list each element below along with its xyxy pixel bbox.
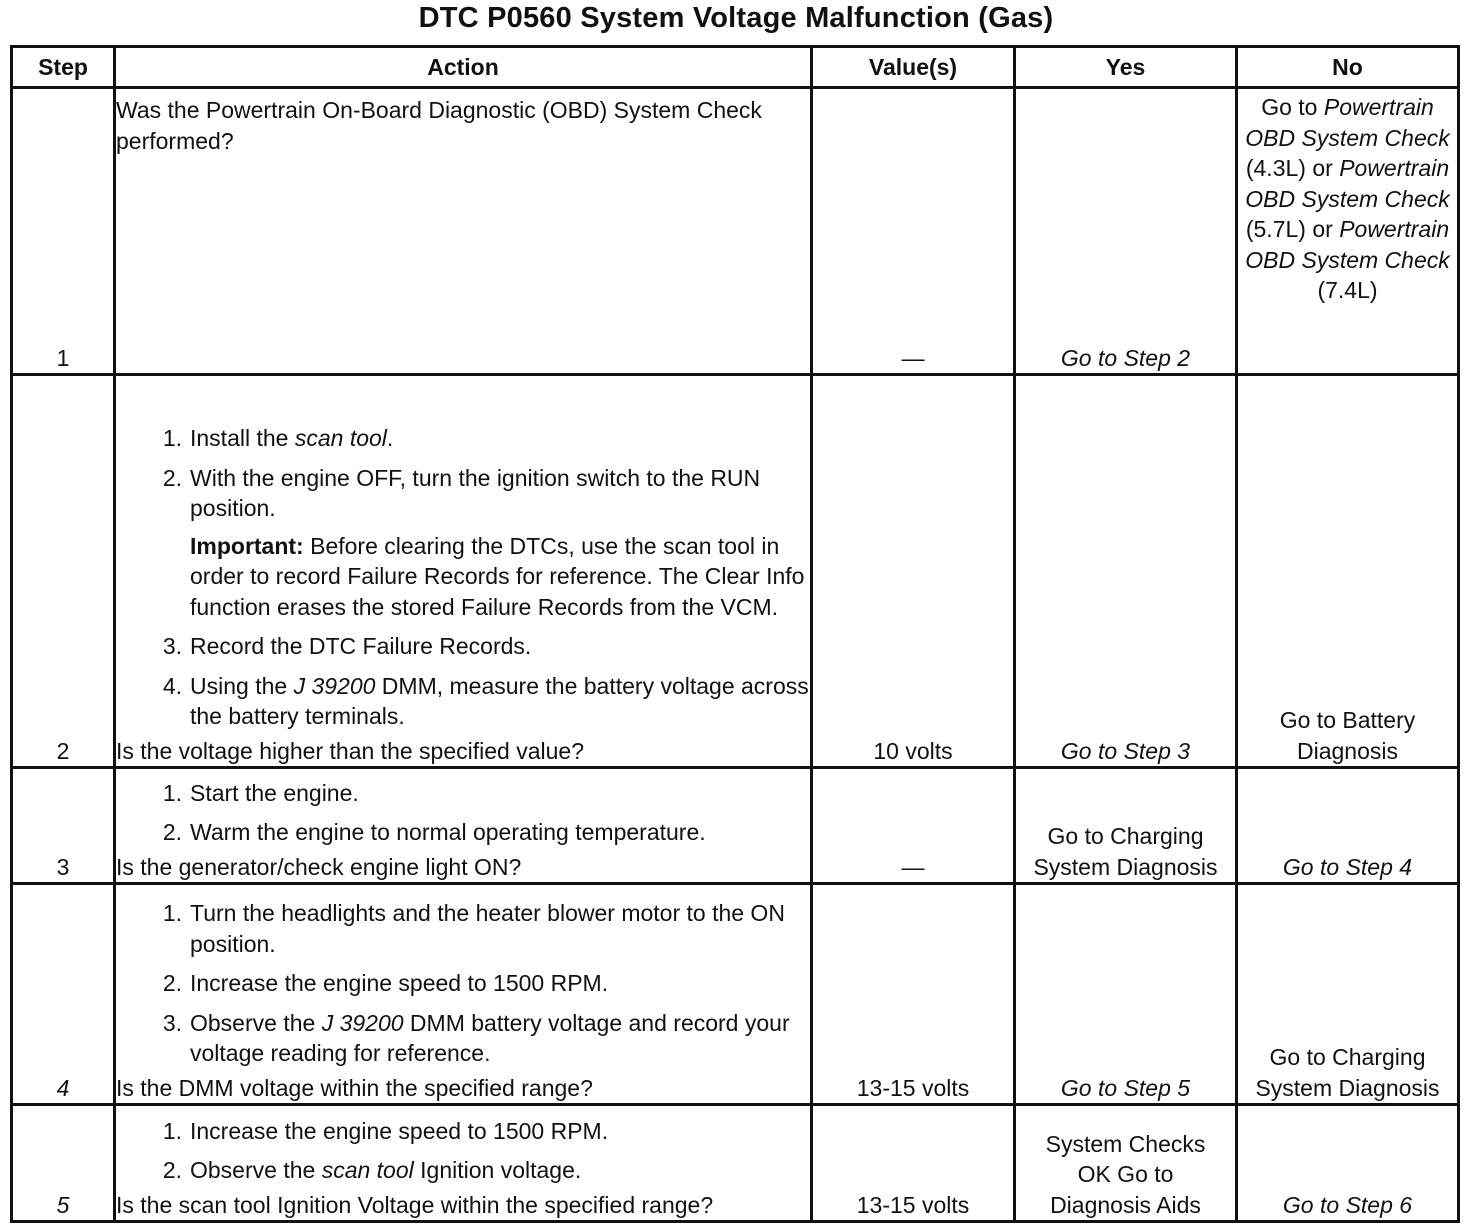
- action-step-text: Observe the J 39200 DMM battery voltage and record your voltage reading for reference.: [190, 1009, 790, 1066]
- action-question: Is the DMM voltage within the specified range?: [116, 1074, 593, 1101]
- no-cell: [1237, 375, 1459, 768]
- table-row: [12, 884, 1459, 1105]
- action-cell: [115, 768, 812, 884]
- yes-text: Go to Step 3: [1060, 737, 1191, 764]
- yes-cell: [1015, 884, 1237, 1105]
- value-cell: —: [812, 88, 1015, 375]
- action-step: [116, 898, 810, 959]
- table-row: [12, 88, 1459, 375]
- action-steps: [116, 423, 810, 524]
- action-cell: [115, 88, 812, 375]
- action-step: [116, 423, 810, 454]
- action-step-number: 2.: [162, 1157, 182, 1183]
- header-values: Value(s): [812, 47, 1015, 88]
- action-question: Was the Powertrain On-Board Diagnostic (OBD) System Check performed?: [116, 97, 762, 154]
- step-number: 3: [12, 768, 115, 884]
- action-cell: [115, 884, 812, 1105]
- step-number: 2: [12, 375, 115, 768]
- no-text-link: Powertrain OBD System Check: [1245, 94, 1450, 151]
- action-steps: [116, 1116, 810, 1186]
- action-step: [116, 778, 810, 809]
- action-step-text: Increase the engine speed to 1500 RPM.: [190, 1117, 609, 1144]
- no-cell: [1237, 884, 1459, 1105]
- step-number: 5: [12, 1105, 115, 1222]
- value-cell: —: [812, 768, 1015, 884]
- action-step-text: Start the engine.: [190, 779, 359, 806]
- yes-cell: [1015, 375, 1237, 768]
- action-step-text: Using the J 39200 DMM, measure the battery voltage across the battery terminals.: [190, 672, 809, 729]
- step-number: 4: [12, 884, 115, 1105]
- action-step-text: Increase the engine speed to 1500 RPM.: [190, 970, 609, 996]
- action-step-text: With the engine OFF, turn the ignition switch to the RUN position.: [190, 464, 761, 521]
- table-row: [12, 768, 1459, 884]
- page-title: DTC P0560 System Voltage Malfunction (Gas): [418, 2, 1054, 34]
- action-step: [116, 968, 810, 999]
- action-step-number: 2.: [162, 464, 182, 491]
- important-text: Before clearing the DTCs, use the scan tool in order to record Failure Records for reference. The Clear Info function erases the stored Failure Records from the VCM.: [190, 532, 805, 620]
- action-step-number: 4.: [162, 672, 182, 699]
- action-steps: [116, 631, 810, 732]
- step-number: 1: [12, 88, 115, 375]
- yes-cell: [1015, 768, 1237, 884]
- action-step-number: 2.: [162, 970, 182, 996]
- action-question: Is the scan tool Ignition Voltage within the specified range?: [116, 1191, 714, 1218]
- diagnostic-table: [10, 45, 1460, 1223]
- action-step-number: 3.: [162, 1009, 182, 1036]
- action-step-text: Record the DTC Failure Records.: [190, 633, 532, 659]
- action-step-number: 1.: [162, 900, 182, 926]
- action-step-text: Turn the headlights and the heater blower motor to the ON position.: [190, 900, 785, 957]
- value-cell: 10 volts: [812, 375, 1015, 768]
- action-step-text: Warm the engine to normal operating temperature.: [190, 819, 706, 845]
- yes-text: Go to Step 2: [1060, 344, 1191, 371]
- yes-cell: [1015, 88, 1237, 375]
- table-row: [12, 1105, 1459, 1222]
- table-row: [12, 375, 1459, 768]
- action-steps: [116, 898, 810, 1069]
- important-label: Important:: [190, 532, 304, 559]
- no-cell: [1237, 1105, 1459, 1222]
- no-cell: [1237, 768, 1459, 884]
- action-step: [116, 631, 810, 662]
- header-no: No: [1237, 47, 1459, 88]
- action-step-number: 1.: [162, 1117, 182, 1144]
- header-step: Step: [12, 47, 115, 88]
- action-step: [116, 1155, 810, 1186]
- action-step: [116, 671, 810, 732]
- header-row: [12, 47, 1459, 88]
- action-step: [116, 463, 810, 524]
- no-text-part: (7.4L): [1317, 277, 1378, 303]
- no-text: Go to Step 6: [1282, 1191, 1413, 1218]
- action-question: Is the voltage higher than the specified value?: [116, 737, 584, 764]
- action-step-number: 1.: [162, 425, 182, 451]
- action-step-text: Observe the scan tool Ignition voltage.: [190, 1157, 582, 1183]
- yes-text: Go to Step 5: [1060, 1074, 1191, 1101]
- action-step-number: 3.: [162, 633, 182, 659]
- action-step: [116, 1008, 810, 1069]
- action-step-text: Install the scan tool.: [190, 425, 394, 451]
- no-text: Go to Battery Diagnosis: [1279, 707, 1416, 764]
- header-action: Action: [115, 47, 812, 88]
- value-cell: 13-15 volts: [812, 884, 1015, 1105]
- important-note: [190, 531, 810, 623]
- action-step-number: 2.: [162, 819, 182, 845]
- action-cell: [115, 1105, 812, 1222]
- yes-cell: [1015, 1105, 1237, 1222]
- action-step: [116, 817, 810, 848]
- no-text: Go to Charging System Diagnosis: [1255, 1044, 1440, 1101]
- no-text-part: (5.7L) or: [1245, 216, 1340, 242]
- action-steps: [116, 778, 810, 848]
- header-yes: Yes: [1015, 47, 1237, 88]
- yes-text: System Checks OK Go to Diagnosis Aids: [1045, 1130, 1206, 1218]
- action-step-number: 1.: [162, 779, 182, 806]
- value-cell: 13-15 volts: [812, 1105, 1015, 1222]
- action-question: Is the generator/check engine light ON?: [116, 853, 522, 880]
- no-text-link: Powertrain OBD System Check: [1245, 155, 1450, 212]
- no-text-part: (4.3L) or: [1245, 155, 1340, 181]
- no-text: Go to Step 4: [1282, 853, 1413, 880]
- no-text-link: Powertrain OBD System Check: [1245, 216, 1450, 273]
- action-step: [116, 1116, 810, 1147]
- no-text-part: Go to: [1261, 94, 1324, 120]
- action-cell: [115, 375, 812, 768]
- no-cell: [1237, 88, 1459, 375]
- yes-text: Go to Charging System Diagnosis: [1033, 823, 1218, 880]
